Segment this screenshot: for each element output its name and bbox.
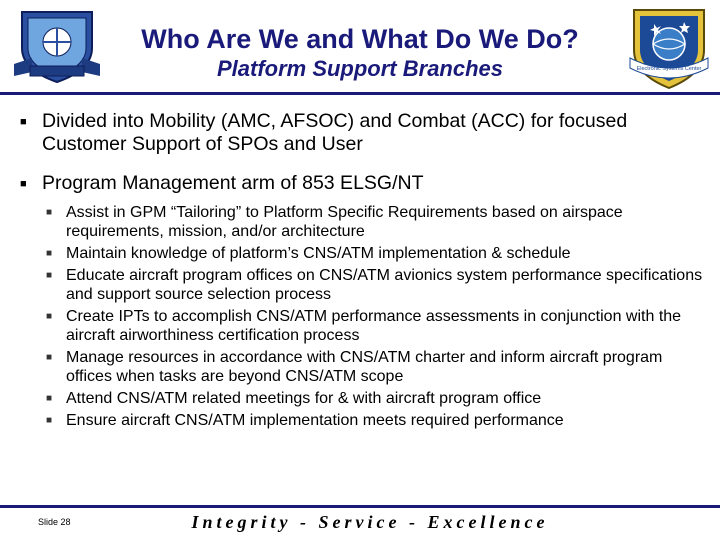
header-divider bbox=[0, 92, 720, 95]
sub-bullet-text: Ensure aircraft CNS/ATM implementation meets required performance bbox=[66, 412, 564, 429]
square-bullet-icon: ■ bbox=[46, 248, 53, 259]
sub-bullet-text: Assist in GPM “Tailoring” to Platform Specific Requirements based on airspace requirements, mission, and/or architecture bbox=[66, 204, 623, 240]
footer-divider bbox=[0, 505, 720, 508]
sub-bullet-item bbox=[20, 411, 710, 430]
page-title: Who Are We and What Do We Do? bbox=[141, 24, 579, 54]
sub-bullet-item bbox=[20, 244, 710, 263]
square-bullet-icon: ■ bbox=[46, 207, 53, 218]
bullet-list bbox=[20, 110, 710, 433]
bullet-text: Divided into Mobility (AMC, AFSOC) and Combat (ACC) for focused Customer Support of SPOs and User bbox=[42, 110, 628, 155]
sub-bullet-item bbox=[20, 389, 710, 408]
square-bullet-icon: ■ bbox=[46, 311, 53, 322]
sub-bullet-item bbox=[20, 266, 710, 304]
sub-bullet-text: Attend CNS/ATM related meetings for & with aircraft program office bbox=[66, 390, 542, 407]
bullet-item bbox=[20, 110, 710, 156]
sub-bullet-text: Educate aircraft program offices on CNS/ATM avionics system performance specifications and support source selection process bbox=[66, 267, 703, 303]
sub-bullet-text: Create IPTs to accomplish CNS/ATM performance assessments in conjunction with the aircraft airworthiness certification process bbox=[66, 308, 682, 344]
sub-bullet-text: Manage resources in accordance with CNS/ATM charter and inform aircraft program offices when tasks are beyond CNS/ATM scope bbox=[66, 349, 663, 385]
emblem-banner-text: Electronic Systems Center bbox=[636, 66, 702, 72]
square-bullet-icon: ■ bbox=[20, 116, 27, 128]
square-bullet-icon: ■ bbox=[46, 393, 53, 404]
sub-bullet-item bbox=[20, 348, 710, 386]
bullet-text: Program Management arm of 853 ELSG/NT bbox=[42, 172, 424, 194]
square-bullet-icon: ■ bbox=[46, 352, 53, 363]
square-bullet-icon: ■ bbox=[20, 178, 27, 190]
slide-number: Slide 28 bbox=[38, 517, 71, 527]
square-bullet-icon: ■ bbox=[46, 270, 53, 281]
sub-bullet-item bbox=[20, 203, 710, 241]
bullet-item bbox=[20, 172, 710, 195]
footer-motto: Integrity - Service - Excellence bbox=[191, 512, 549, 532]
sub-bullet-text: Maintain knowledge of platform’s CNS/ATM implementation & schedule bbox=[66, 245, 571, 262]
page-subtitle: Platform Support Branches bbox=[216, 56, 504, 81]
sub-bullet-item bbox=[20, 307, 710, 345]
square-bullet-icon: ■ bbox=[46, 415, 53, 426]
